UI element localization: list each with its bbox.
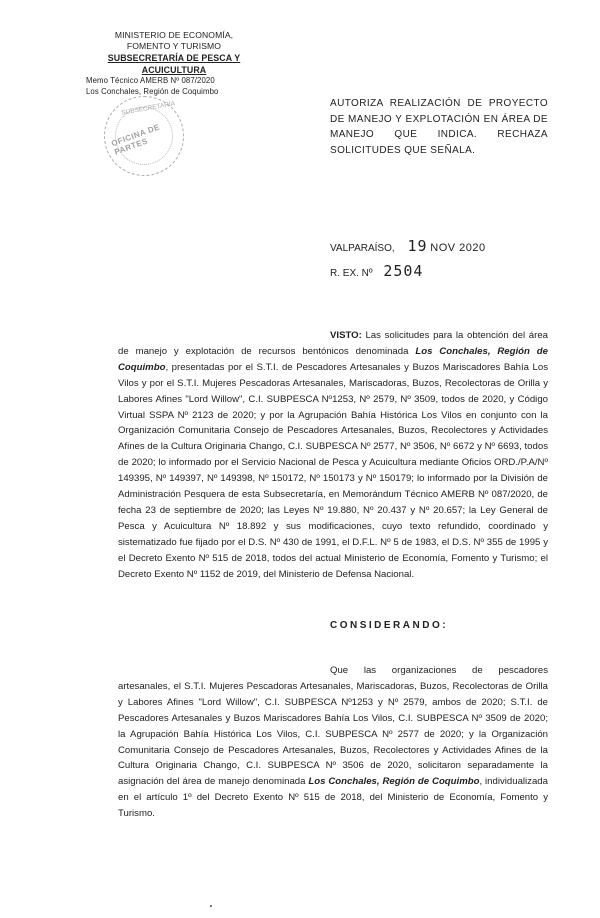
considerando-heading: CONSIDERANDO: bbox=[330, 620, 449, 631]
considerando-area-name: Los Conchales, Región de Coquimbo bbox=[308, 776, 480, 788]
place-date bbox=[330, 237, 486, 255]
letterhead bbox=[84, 30, 264, 97]
date-month-year: NOV 2020 bbox=[430, 242, 486, 254]
visto-paragraph bbox=[118, 328, 548, 583]
stamp-text: OFICINA DE PARTES bbox=[110, 122, 162, 157]
date-day: 19 bbox=[407, 237, 428, 255]
ministry-name-2: FOMENTO Y TURISMO bbox=[126, 41, 222, 51]
considerando-text-1: Que las organizaciones de pescadores artesanales, el S.T.I. Mujeres Pescadoras Artesanales, Mariscadoras, Buzos, Recolectoras de Orilla y Labores Afines "Lord Willow", C.I. SUBPESCA Nº1253 y Nº 2579, ambos de 2020; S.T.I. de Pescadores Artesanales y Buzos Mariscadores Bahía Los Vilos, C.I. SUBPESCA Nº 3509 de 2020; la Agrupación Bahía Histórica Los Vilos, C.I. SUBPESCA Nº 2577 de 2020; y la Organización Comunitaria Consejo de Pescadores Artesanales, Buzos, Recolectores y Actividades Afines de la Cultura Originaria Chango, C.I. SUBPESCA Nº 3506 de 2020, solicitaron separadamente la asignación del área de manejo denominada bbox=[118, 665, 548, 788]
resolution-number bbox=[330, 262, 423, 280]
memo-reference: Memo Técnico AMERB Nº 087/2020 bbox=[86, 76, 215, 85]
area-reference: Los Conchales, Región de Coquimbo bbox=[86, 86, 219, 96]
visto-area-name: Los Conchales, Región de Coquimbo bbox=[118, 345, 548, 373]
place: VALPARAÍSO, bbox=[330, 243, 395, 254]
office-stamp bbox=[104, 96, 184, 176]
visto-label: VISTO: bbox=[330, 330, 362, 341]
rex-label: R. EX. Nº bbox=[330, 268, 373, 279]
stamp-text-top: SUBSECRETARÍA bbox=[120, 100, 176, 117]
ministry-name: MINISTERIO DE ECONOMÍA, bbox=[114, 30, 234, 40]
visto-text-1: Las solicitudes para la obtención del área de manejo y explotación de recursos bentónicos denominada bbox=[118, 330, 548, 357]
rex-number: 2504 bbox=[383, 262, 424, 280]
considerando-paragraph bbox=[118, 663, 548, 822]
page-mark bbox=[210, 905, 212, 907]
resolution-title: AUTORIZA REALIZACIÓN DE PROYECTO DE MANEJO Y EXPLOTACIÓN EN ÁREA DE MANEJO QUE INDICA. RECHAZA SOLICITUDES QUE SEÑALA. bbox=[330, 98, 548, 156]
considerando-text-2: , individualizada en el artículo 1º del Decreto Exento Nº 515 de 2018, del Ministerio de Economía, Fomento y Turismo. bbox=[118, 776, 548, 820]
visto-text-2: , presentadas por el S.T.I. de Pescadores Artesanales y Buzos Mariscadores Bahía Los Vilos y por el S.T.I. Mujeres Pescadoras Artesanales, Mariscadoras, Buzos, Recolectoras de Orilla y Labores Afines "Lord Willow", C.I. SUBPESCA Nº1253, Nº 2579, Nº 3509, todos de 2020, y Código Virtual SSPA Nº 2123 de 2020; y por la Agrupación Bahía Histórica Los Vilos en conjunto con la Organización Comunitaria Consejo de Pescadores Artesanales, Buzos, Recolectores y Actividades Afines de la Cultura Originaria Chango, C.I. SUBPESCA Nº 2577, Nº 3506, Nº 6672 y Nº 6693, todos de 2020; lo informado por el Servicio Nacional de Pesca y Acuicultura mediante Oficios ORD./P.A/Nº 149395, Nº 149397, Nº 149398, Nº 150172, Nº 150173 y Nº 150179; lo informado por la División de Administración Pesquera de esta Subsecretaría, en Memorándum Técnico AMERB Nº 087/2020, de fecha 23 de septiembre de 2020; las Leyes Nº 19.880, Nº 20.437 y Nº 20.657; la Ley General de Pesca y Acuicultura Nº 18.892 y sus modificaciones, cuyo texto refundido, coordinado y sistematizado fue fijado por el D.S. Nº 430 de 1991, el D.F.L. Nº 5 de 1983, el D.S. Nº 355 de 1995 y el Decreto Exento Nº 515 de 2018, todos del actual Ministerio de Economía, Fomento y Turismo; el Decreto Exento Nº 1152 de 2019, del Ministerio de Defensa Nacional. bbox=[118, 361, 548, 580]
subsecretaria-name: SUBSECRETARÍA DE PESCA Y ACUICULTURA bbox=[107, 53, 241, 75]
